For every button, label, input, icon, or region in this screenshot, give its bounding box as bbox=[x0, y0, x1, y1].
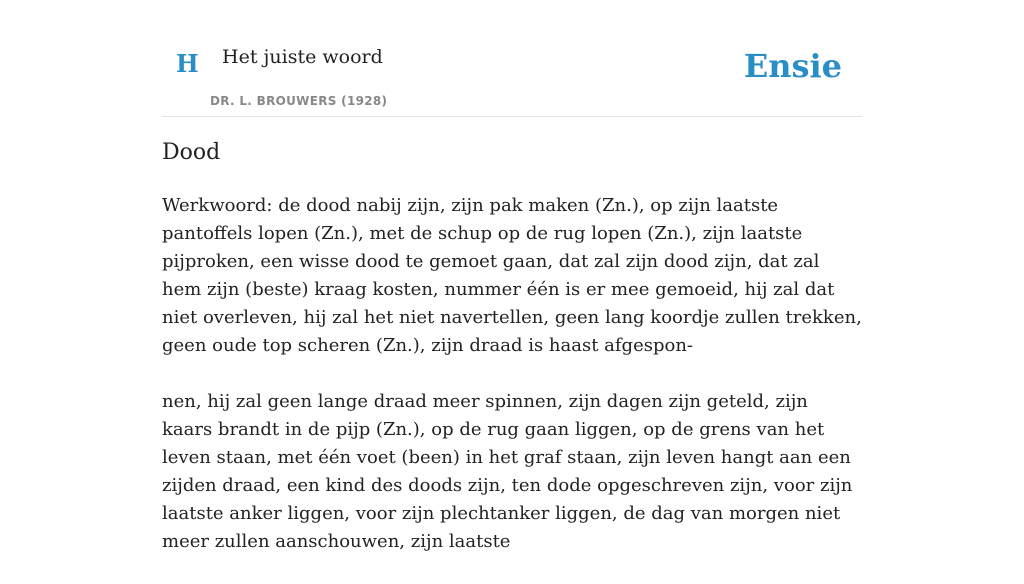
book-author: DR. L. BROUWERS (1928) bbox=[210, 94, 388, 108]
entry-title: Dood bbox=[162, 140, 221, 165]
entry-paragraph: nen, hij zal geen lange draad meer spinnen, zijn dagen zijn geteld, zijn kaars brandt in de pijp (Zn.), op de rug gaan liggen, op de grens van het leven staan, met één voet (been) in het graf staan, zijn leven hangt aan een zijden draad, een kind des doods zijn, ten dode opgeschreven zijn, voor zijn laatste anker liggen, voor zijn plechtanker liggen, de dag van morgen niet meer zullen aanschouwen, zijn laatste bbox=[162, 391, 853, 552]
entry-paragraph: Werkwoord: de dood nabij zijn, zijn pak maken (Zn.), op zijn laatste pantoffels lopen (Zn.), met de schup op de rug lopen (Zn.), zijn laatste pijproken, een wisse dood te gemoet gaan, dat zal zijn dood zijn, dat zal hem zijn (beste) kraag kosten, nummer één is er mee gemoeid, hij zal dat niet overleven, hij zal het niet navertellen, geen lang koordje zullen trekken, geen oude top scheren (Zn.), zijn draad is haast afgespon- bbox=[162, 195, 862, 356]
site-logo[interactable]: Ensie bbox=[743, 47, 842, 85]
entry-body bbox=[162, 192, 862, 584]
header bbox=[162, 0, 862, 117]
page bbox=[162, 0, 862, 552]
book-title[interactable]: Het juiste woord bbox=[222, 46, 383, 68]
book-logo-icon[interactable]: H bbox=[176, 49, 199, 78]
